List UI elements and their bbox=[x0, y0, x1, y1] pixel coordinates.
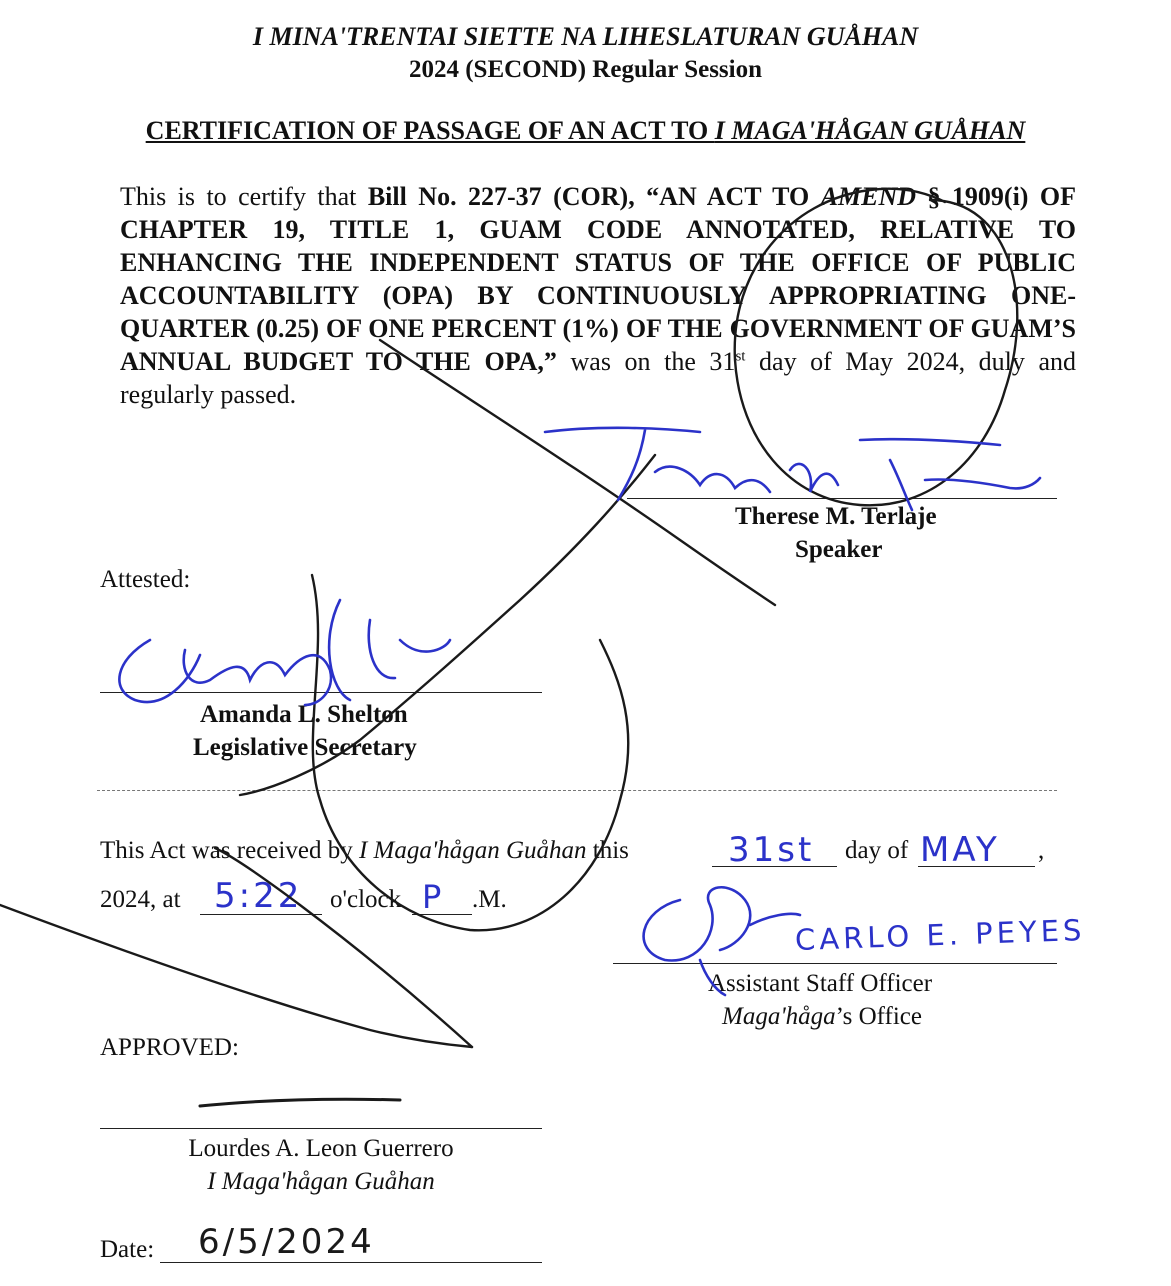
approved-label: APPROVED: bbox=[100, 1034, 239, 1061]
receipt-this: this bbox=[586, 837, 629, 864]
bill-number: Bill No. 227-37 (COR) bbox=[367, 182, 629, 211]
secretary-signature bbox=[119, 600, 450, 705]
attested-label: Attested: bbox=[100, 566, 191, 593]
passage-ordinal: st bbox=[735, 348, 746, 365]
passage-text-2: day of May 2024, duly and regularly passed. bbox=[120, 347, 1077, 409]
receipt-recipient: I Maga'hågan Guåhan bbox=[358, 837, 587, 864]
handwritten-time: 5:22 bbox=[214, 876, 303, 916]
bill-title-part-2: § 1909(i) OF CHAPTER 19, TITLE 1, GUAM CODE ANNOTATED, RELATIVE TO ENHANCING THE INDEPENDENT STATUS OF THE OFFICE OF PUBLIC ACCOUNTABILITY (OPA) BY CONTINUOUSLY APPROPRIATING ONE-QUARTER (0.25) OF ONE PERCENT (1%) OF THE GOVERNMENT OF GUAM’S ANNUAL BUDGET TO THE OPA,” bbox=[120, 182, 1077, 376]
ink-diagonal-stroke-2 bbox=[215, 848, 472, 1047]
handwritten-month: MAY bbox=[920, 830, 1000, 870]
bill-title-part-1: , “AN ACT TO bbox=[628, 182, 821, 211]
governor-signature bbox=[200, 1099, 400, 1106]
ink-cross-stroke-2 bbox=[240, 455, 655, 795]
officer-printed-name: CARLO E. PEYES bbox=[794, 912, 1086, 958]
certification-title-recipient: I MAGA'HÅGAN GUÅHAN bbox=[714, 116, 1026, 145]
speaker-title: Speaker bbox=[795, 536, 883, 563]
certification-title-prefix: CERTIFICATION OF PASSAGE OF AN ACT TO bbox=[145, 116, 715, 145]
legislature-name: I MINA'TRENTAI SIETTE NA LIHESLATURAN GUÅHAN bbox=[252, 22, 919, 51]
receipt-day-of: day of bbox=[845, 837, 909, 864]
ink-diagonal-stroke-1 bbox=[0, 905, 472, 1047]
governor-title: I Maga'hågan Guåhan bbox=[207, 1168, 435, 1195]
certification-intro: This is to certify that bbox=[120, 182, 368, 211]
receipt-oclock: o'clock bbox=[330, 886, 402, 913]
session-name: 2024 (SECOND) Regular Session bbox=[408, 56, 763, 83]
secretary-name: Amanda L. Shelton bbox=[200, 701, 408, 728]
ink-cross-stroke-1 bbox=[380, 340, 775, 605]
handwritten-date: 6/5/2024 bbox=[198, 1222, 375, 1262]
speaker-signature bbox=[545, 428, 1040, 510]
ink-circle-mark bbox=[735, 189, 1018, 506]
ink-loop-stroke bbox=[312, 575, 628, 930]
bill-title-amend: AMEND bbox=[820, 182, 917, 211]
receipt-prefix: This Act was received by bbox=[100, 837, 359, 864]
receipt-year-at: 2024, at bbox=[100, 886, 181, 913]
passage-text-1: was on the 31 bbox=[556, 347, 736, 376]
officer-office-italic: Maga'håga bbox=[722, 1003, 836, 1030]
officer-signature bbox=[644, 887, 800, 995]
date-label: Date: bbox=[100, 1236, 155, 1263]
secretary-title: Legislative Secretary bbox=[193, 734, 417, 761]
handwritten-ampm: P bbox=[422, 878, 442, 916]
governor-name: Lourdes A. Leon Guerrero bbox=[188, 1135, 454, 1162]
officer-office-rest: ’s Office bbox=[835, 1003, 922, 1030]
officer-title: Assistant Staff Officer bbox=[708, 970, 933, 997]
handwritten-day: 31st bbox=[728, 830, 815, 870]
speaker-name: Therese M. Terlaje bbox=[735, 503, 937, 530]
receipt-m: .M. bbox=[472, 886, 507, 913]
receipt-comma: , bbox=[1038, 837, 1045, 864]
